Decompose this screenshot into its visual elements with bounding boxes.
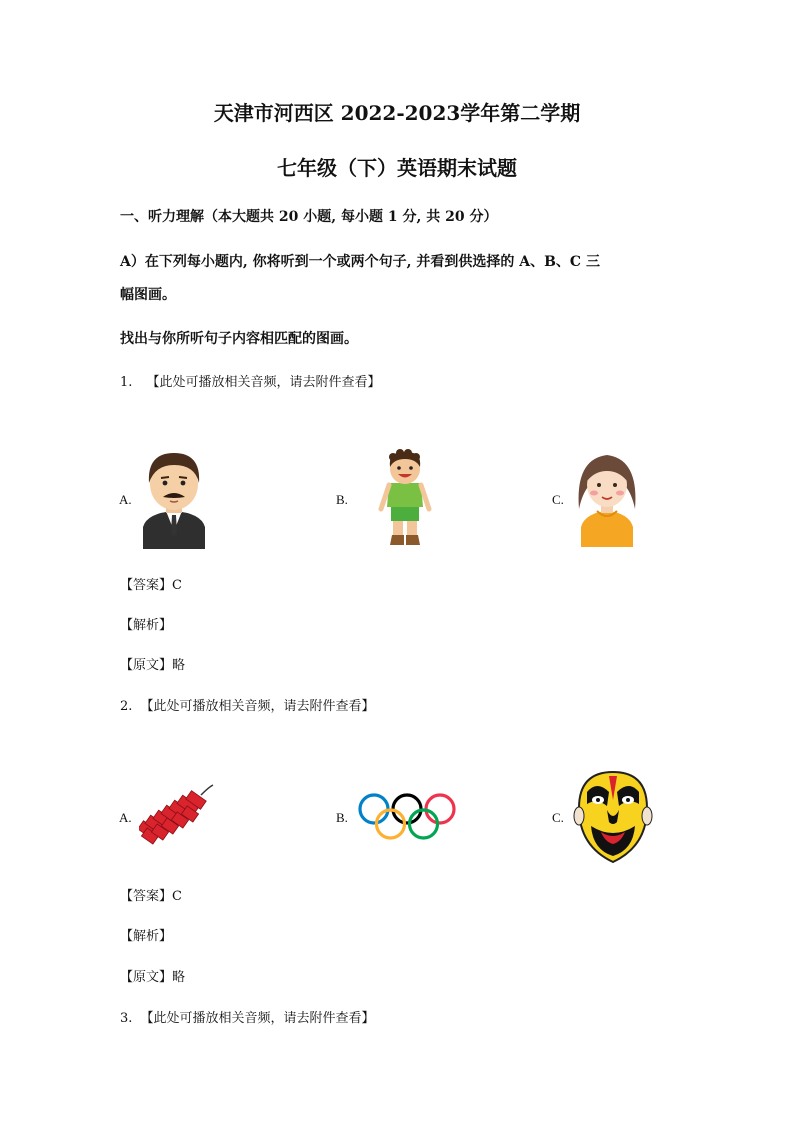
answer-label: 【答案】 bbox=[120, 578, 173, 593]
question-number: 1. bbox=[120, 375, 133, 390]
answer-2 bbox=[120, 885, 182, 904]
page-subtitle: 七年级（下）英语期末试题 bbox=[277, 156, 517, 180]
answer-value: C bbox=[172, 889, 182, 904]
option-c-letter: C. bbox=[552, 810, 564, 825]
man-with-mustache-icon[interactable] bbox=[137, 449, 211, 549]
option-a-letter: A. bbox=[119, 810, 132, 825]
instruction-line-1: A）在下列每小题内, 你将听到一个或两个句子, 并看到供选择的 A、B、C 三 bbox=[120, 254, 600, 270]
analysis-label-1: 【解析】 bbox=[120, 618, 173, 633]
curly-hair-boy-icon[interactable] bbox=[378, 449, 432, 549]
question-3 bbox=[120, 1007, 375, 1026]
audio-note[interactable]: 【此处可播放相关音频，请去附件查看】 bbox=[146, 375, 381, 390]
woman-orange-shirt-icon[interactable] bbox=[573, 449, 641, 547]
page-title: 天津市河西区 2022-2023学年第二学期 bbox=[213, 101, 581, 125]
opera-mask-icon[interactable] bbox=[573, 770, 653, 866]
option-b-letter: B. bbox=[336, 492, 348, 507]
original-label: 【原文】 bbox=[120, 970, 173, 985]
question-1 bbox=[120, 371, 381, 390]
original-value: 略 bbox=[172, 970, 186, 985]
question-number: 2. bbox=[120, 699, 133, 714]
question-2 bbox=[120, 695, 375, 714]
section-heading: 一、听力理解（本大题共 20 小题, 每小题 1 分, 共 20 分） bbox=[120, 209, 498, 225]
audio-note[interactable]: 【此处可播放相关音频，请去附件查看】 bbox=[140, 1011, 375, 1026]
olympic-rings-icon[interactable] bbox=[356, 791, 458, 843]
firecrackers-icon[interactable] bbox=[139, 783, 215, 845]
original-text-2 bbox=[120, 966, 185, 985]
answer-label: 【答案】 bbox=[120, 889, 173, 904]
option-b-letter: B. bbox=[336, 810, 348, 825]
original-text-1 bbox=[120, 654, 185, 673]
analysis-label-2: 【解析】 bbox=[120, 929, 173, 944]
answer-1 bbox=[120, 574, 182, 593]
audio-note[interactable]: 【此处可播放相关音频，请去附件查看】 bbox=[140, 699, 375, 714]
option-a-letter: A. bbox=[119, 492, 132, 507]
instruction-line-3: 找出与你所听句子内容相匹配的图画。 bbox=[120, 331, 358, 347]
original-value: 略 bbox=[172, 658, 186, 673]
answer-value: C bbox=[172, 578, 182, 593]
question-number: 3. bbox=[120, 1011, 133, 1026]
option-c-letter: C. bbox=[552, 492, 564, 507]
original-label: 【原文】 bbox=[120, 658, 173, 673]
instruction-line-2: 幅图画。 bbox=[120, 287, 176, 303]
